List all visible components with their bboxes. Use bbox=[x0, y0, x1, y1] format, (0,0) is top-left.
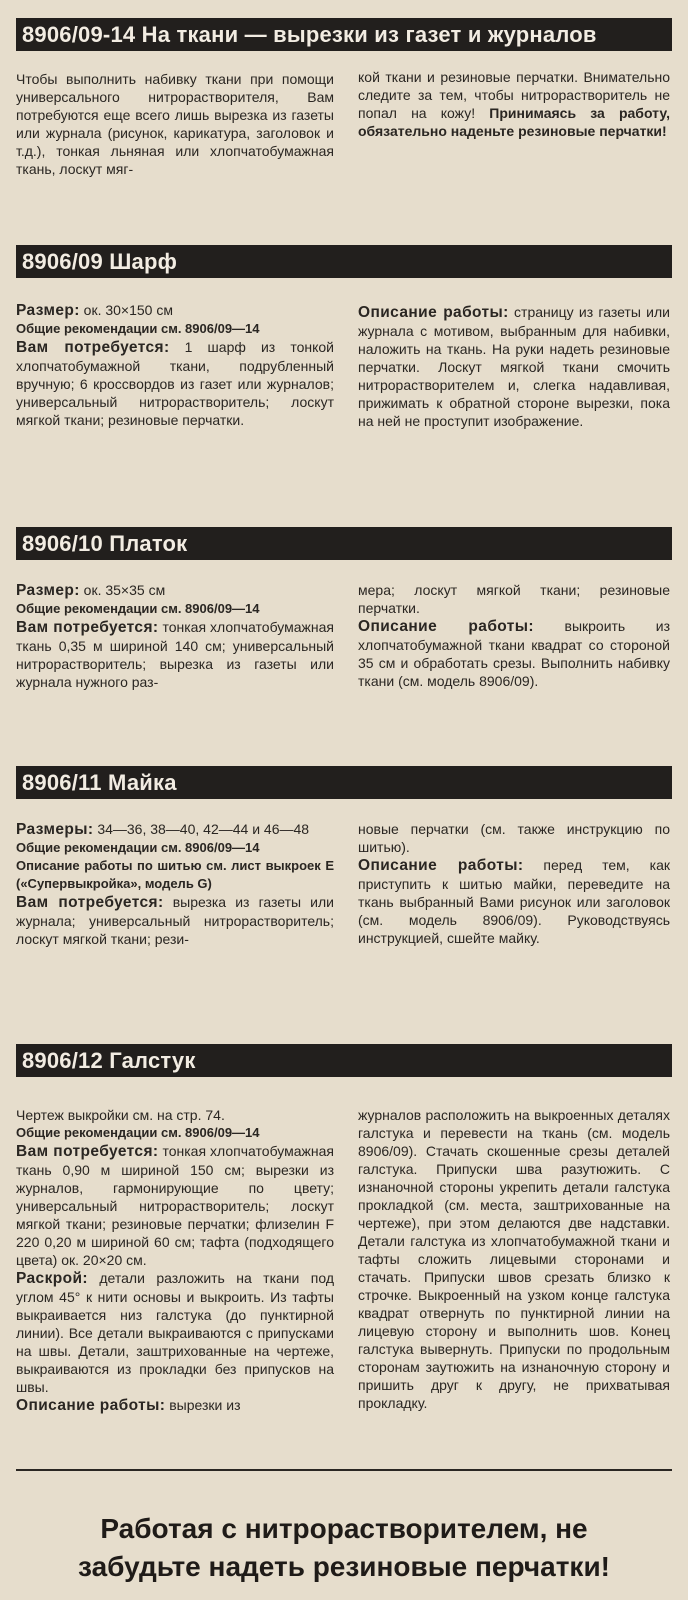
scarf-left-column bbox=[16, 301, 334, 429]
size-line bbox=[16, 820, 334, 839]
description-text: вырезки из bbox=[169, 1397, 241, 1413]
description-paragraph bbox=[16, 1396, 334, 1415]
sewing-instructions-reference: Описание работы по шитью см. лист выкроек Е («Супервыкройка», модель G) bbox=[16, 858, 334, 891]
materials-paragraph bbox=[16, 338, 334, 429]
kerchief-left-column bbox=[16, 581, 334, 691]
general-recommendations: Общие рекомендации см. 8906/09—14 bbox=[16, 1125, 260, 1140]
materials-continued: мера; лоскут мягкой ткани; резиновые перчатки. bbox=[358, 582, 670, 616]
size-line bbox=[16, 581, 334, 600]
size-value: ок. 30×150 см bbox=[83, 302, 173, 318]
section-tshirt bbox=[16, 766, 672, 947]
description-paragraph bbox=[358, 856, 670, 947]
intro-text: Чтобы выполнить набивку ткани при помощи универсального нитрорастворителя, Вам потребуются еще всего лишь вырезка из газеты или журнала (рисунок, карикатура, заголовок и т.д.), тонкая льняная или хлопчатобумажная ткань, лоскут мяг- bbox=[16, 71, 334, 177]
intro-right-column bbox=[358, 68, 670, 140]
warning-line-2: забудьте надеть резиновые перчатки! bbox=[78, 1551, 610, 1582]
size-value: 34—36, 38—40, 42—44 и 46—48 bbox=[97, 821, 310, 837]
section-title-bar: 8906/09 Шарф bbox=[16, 245, 672, 278]
section-title-bar: 8906/09-14 На ткани — вырезки из газет и журналов bbox=[16, 18, 672, 51]
general-recommendations: Общие рекомендации см. 8906/09—14 bbox=[16, 840, 260, 855]
scarf-right-column bbox=[358, 303, 670, 430]
materials-paragraph bbox=[16, 1142, 334, 1269]
materials-text: вырезка из газеты или журнала; универсальный нитрорастворитель; лоскут мягкой ткани; рези- bbox=[16, 894, 334, 947]
size-label: Размер: bbox=[16, 302, 80, 319]
section-tie bbox=[16, 1044, 672, 1414]
materials-text: 1 шарф из тонкой хлопчатобумажной ткани, подрубленный вручную; 6 кроссвордов из газет или журналов; универсальный нитрорастворитель; лоскут мягкой ткани; резиновые перчатки. bbox=[16, 339, 334, 428]
section-kerchief bbox=[16, 527, 672, 690]
section-title-bar: 8906/10 Платок bbox=[16, 527, 672, 560]
materials-text: тонкая хлопчатобумажная ткань 0,90 м шириной 150 см; вырезки из журналов, гармонирующие по цвету; универсальный нитрорастворитель; лоскут мягкой ткани; резиновые перчатки; флизелин F 220 0,20 м шириной 60 см; тафта (подходящего цвета) ок. 20×20 см. bbox=[16, 1143, 334, 1268]
description-label: Описание работы: bbox=[358, 618, 534, 635]
section-title-bar: 8906/12 Галстук bbox=[16, 1044, 672, 1077]
materials-text: тонкая хлопчатобумажная ткань 0,35 м шириной 140 см; универсальный нитрорастворитель; вырезка из газеты или журнала нужного раз- bbox=[16, 619, 334, 690]
intro-left-column bbox=[16, 70, 334, 178]
size-line bbox=[16, 301, 334, 320]
cutting-label: Раскрой: bbox=[16, 1270, 88, 1287]
materials-label: Вам потребуется: bbox=[16, 339, 170, 356]
size-label: Размеры: bbox=[16, 821, 94, 838]
description-text: выкроить из хлопчатобумажной ткани квадрат со стороной 35 см и обработать срезы. Выполнить набивку ткани (см. модель 8906/09). bbox=[358, 618, 670, 689]
materials-label: Вам потребуется: bbox=[16, 1143, 159, 1160]
description-paragraph bbox=[358, 303, 670, 430]
intro-warning-text: Принимаясь за работу, обязательно наденьте резиновые перчатки! bbox=[358, 105, 670, 139]
drawing-reference: Чертеж выкройки см. на стр. 74. bbox=[16, 1107, 225, 1123]
gloves-warning bbox=[0, 1510, 688, 1586]
warning-line-1: Работая с нитрорастворителем, не bbox=[100, 1513, 588, 1544]
size-label: Размер: bbox=[16, 582, 80, 599]
description-label: Описание работы: bbox=[358, 857, 524, 874]
general-recommendations: Общие рекомендации см. 8906/09—14 bbox=[16, 601, 260, 616]
kerchief-right-column bbox=[358, 581, 670, 690]
intro-continued-text: кой ткани и резиновые перчатки. Внимательно следите за тем, чтобы нитрорастворитель не попал на кожу! bbox=[358, 69, 670, 121]
description-label: Описание работы: bbox=[16, 1397, 166, 1414]
materials-paragraph bbox=[16, 893, 334, 948]
section-scarf bbox=[16, 245, 672, 429]
tshirt-right-column bbox=[358, 820, 670, 947]
description-paragraph bbox=[358, 617, 670, 690]
size-value: ок. 35×35 см bbox=[83, 582, 166, 598]
description-continued: журналов расположить на выкроенных деталях галстука и перевести на ткань (см. модель 8906/09). Стачать скошенные срезы деталей галстука. Припуски шва разутюжить. С изнаночной стороны укрепить детали галстука прокладкой (см. места, заштрихованные на чертеже), при этом делаются две надставки. Детали галстука из хлопчатобумажной ткани и тафты сложить лицевыми сторонами и стачать. Припуски швов срезать близко к строчке. Выкроенный на узком конце галстука квадрат отвернуть по пунктирной линии на лицевую сторону и выполнить шов. Конец галстука вывернуть. Припуски по продольным сторонам заутюжить на изнаночную сторону и пришить друг к другу, не прихватывая прокладку. bbox=[358, 1107, 670, 1411]
materials-continued: новые перчатки (см. также инструкцию по шитью). bbox=[358, 821, 670, 855]
materials-label: Вам потребуется: bbox=[16, 894, 164, 911]
description-text: страницу из газеты или журнала с мотивом, выбранным для набивки, наложить на ткань. На руки надеть резиновые перчатки. Лоскут мягкой ткани смочить нитрорастворителем и, слегка надавливая, прижимать к обратной стороне вырезки, пока на ней не проступит изображение. bbox=[358, 304, 670, 429]
intro-text-continued bbox=[358, 68, 670, 140]
section-intro bbox=[16, 18, 672, 177]
materials-label: Вам потребуется: bbox=[16, 619, 159, 636]
tie-right-column bbox=[358, 1106, 670, 1412]
tshirt-left-column bbox=[16, 820, 334, 948]
description-text: перед тем, как приступить к шитью майки, переведите на ткань выбранный Вами рисунок или заголовок (см. модель 8906/09). Руководствуясь инструкцией, сшейте майку. bbox=[358, 857, 670, 946]
divider-line bbox=[16, 1469, 672, 1471]
description-label: Описание работы: bbox=[358, 304, 509, 321]
materials-paragraph bbox=[16, 618, 334, 691]
section-title-bar: 8906/11 Майка bbox=[16, 766, 672, 799]
cutting-paragraph bbox=[16, 1269, 334, 1396]
general-recommendations: Общие рекомендации см. 8906/09—14 bbox=[16, 321, 260, 336]
tie-left-column bbox=[16, 1106, 334, 1415]
cutting-text: детали разложить на ткани под углом 45° к нити основы и выкроить. Из тафты выкраивается низ галстука (до пунктирной линии). Все детали выкраиваются с припусками на швы. Детали, заштрихованные на чертеже, выкраиваются из прокладки без припусков на швы. bbox=[16, 1270, 335, 1395]
